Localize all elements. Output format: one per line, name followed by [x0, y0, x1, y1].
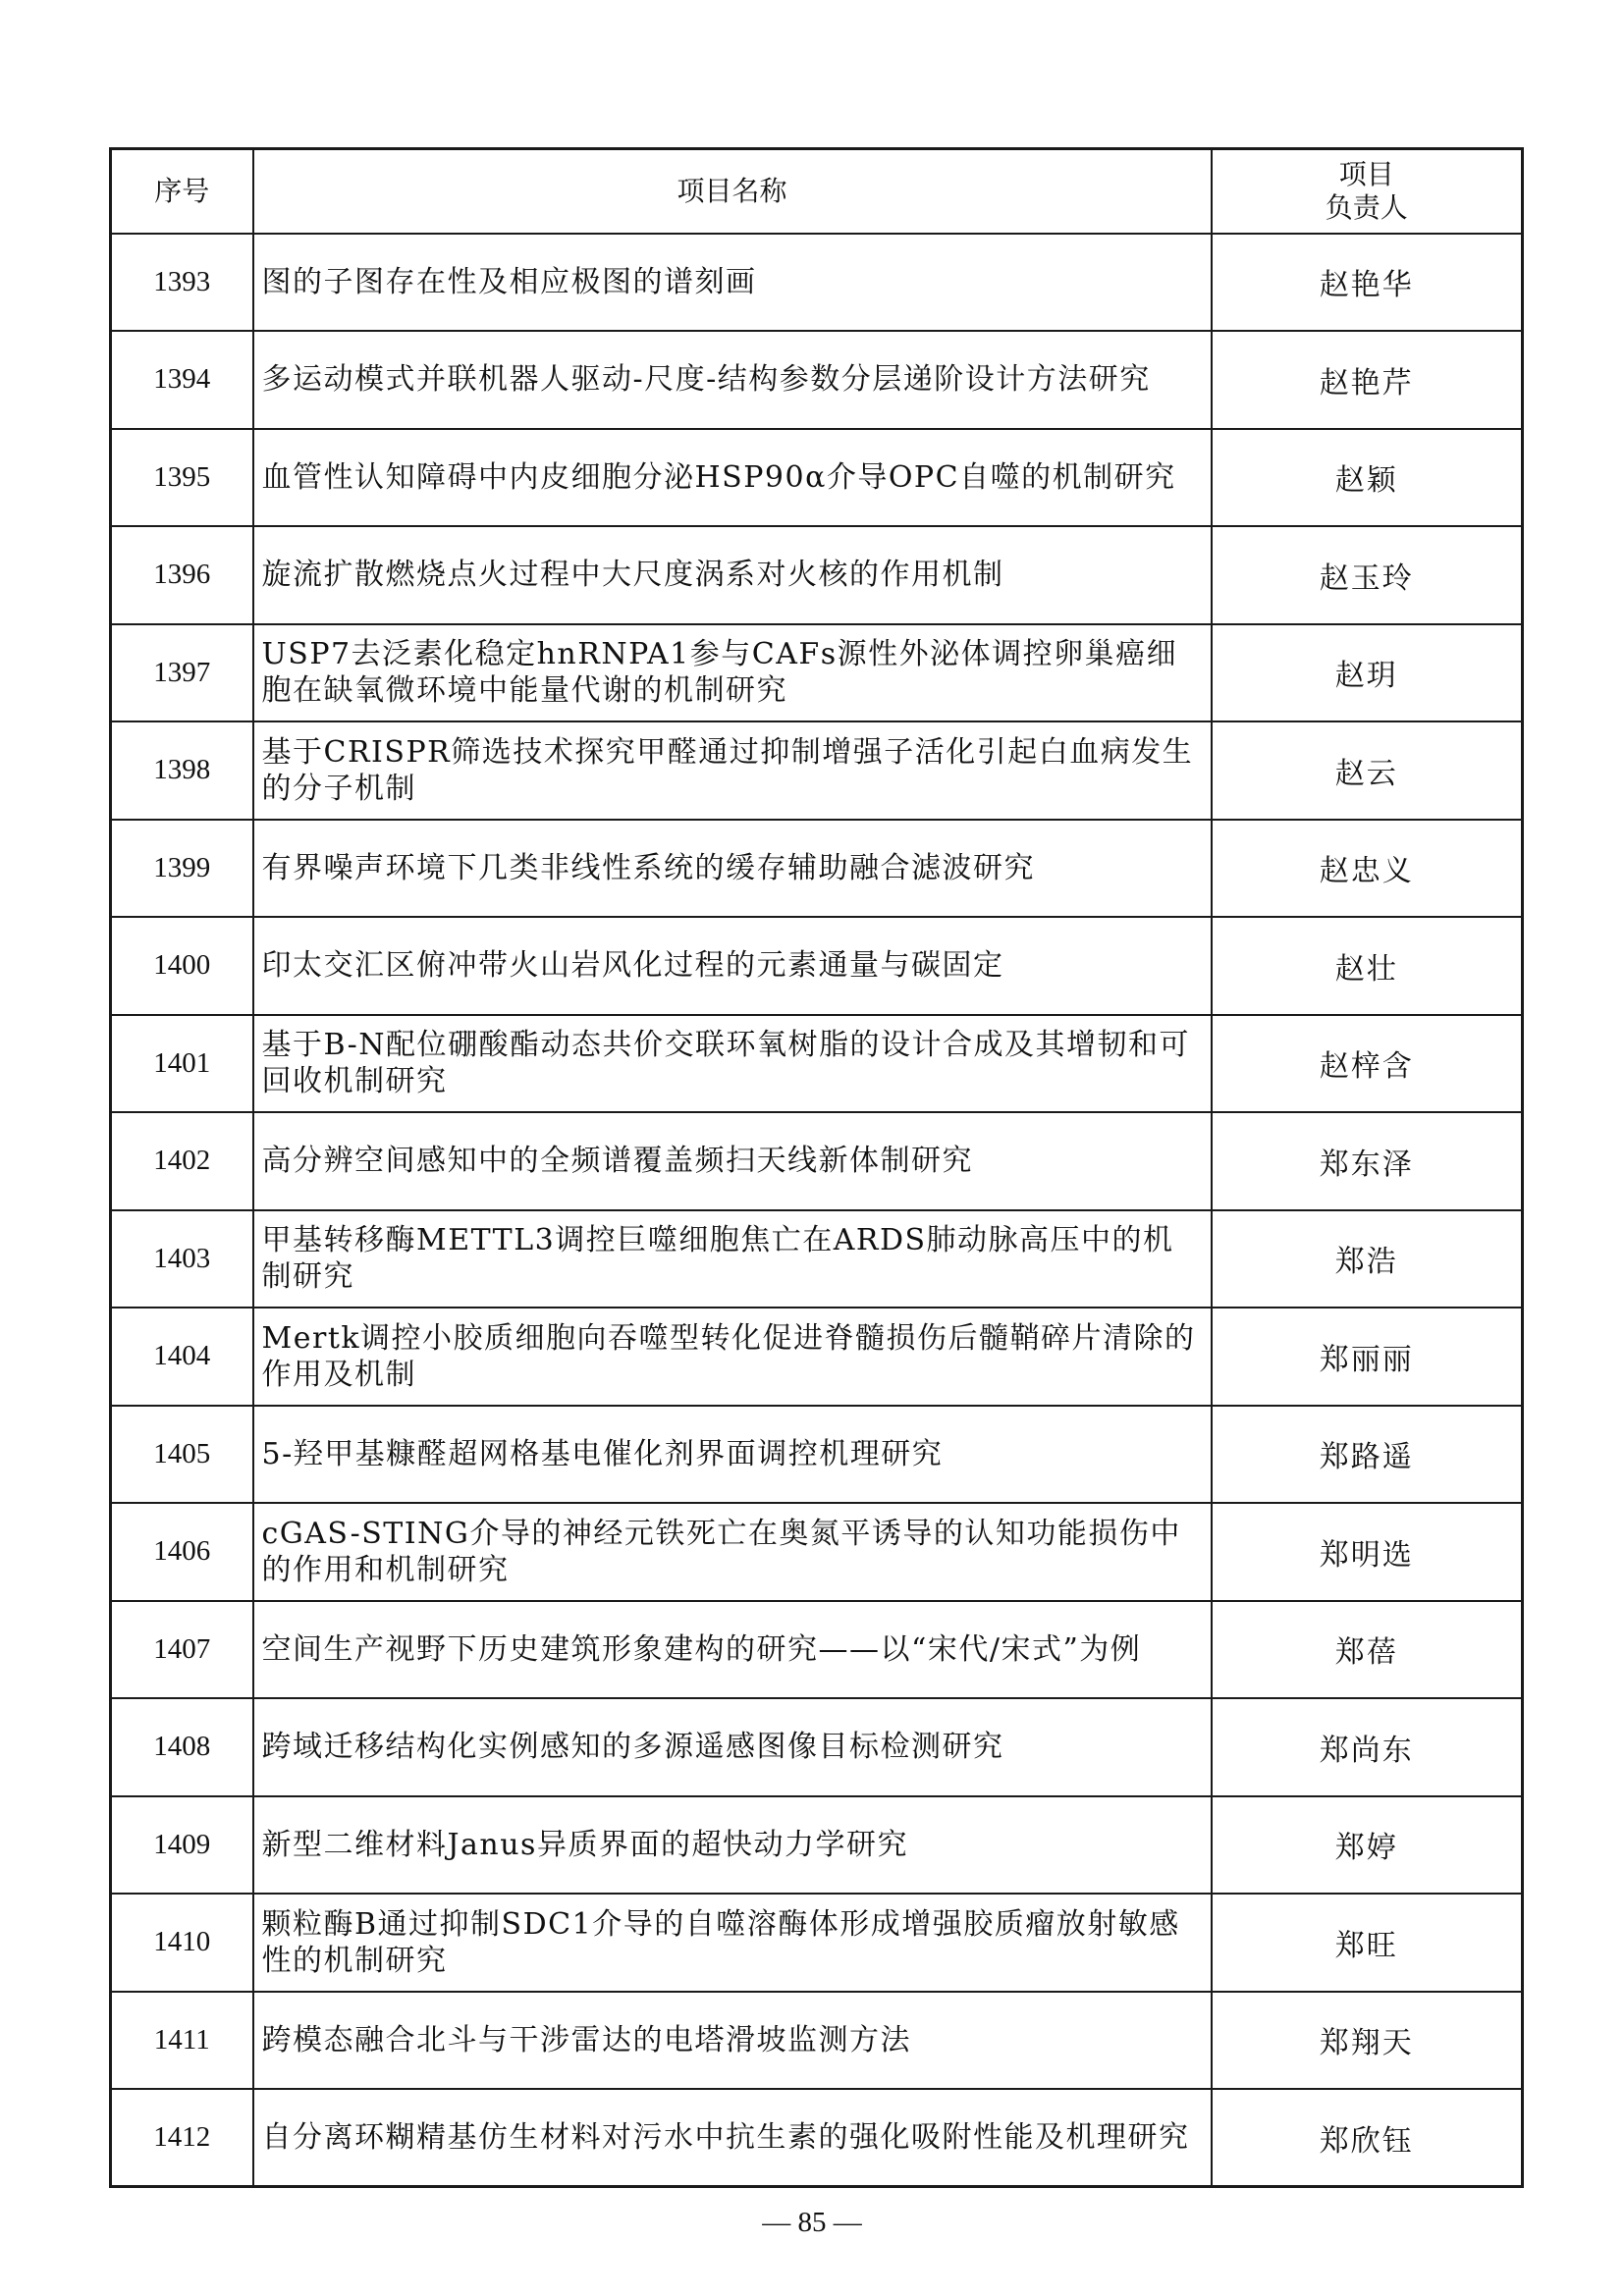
row-serial-number: 1402: [111, 1112, 253, 1210]
row-project-lead: 郑东泽: [1212, 1112, 1523, 1210]
row-project-name: 血管性认知障碍中内皮细胞分泌HSP90α介导OPC自噬的机制研究: [253, 429, 1212, 527]
row-project-lead: 赵玥: [1212, 624, 1523, 722]
row-project-name: 自分离环糊精基仿生材料对污水中抗生素的强化吸附性能及机理研究: [253, 2089, 1212, 2187]
row-project-lead: 郑路遥: [1212, 1406, 1523, 1504]
row-project-lead: 郑翔天: [1212, 1992, 1523, 2090]
row-serial-number: 1400: [111, 917, 253, 1015]
header-project-lead-line1: 项目: [1338, 157, 1394, 190]
row-serial-number: 1410: [111, 1894, 253, 1992]
row-serial-number: 1407: [111, 1601, 253, 1699]
header-serial-number: 序号: [111, 149, 253, 234]
table-row: [111, 429, 1523, 527]
row-serial-number: 1404: [111, 1308, 253, 1406]
row-project-name: 基于CRISPR筛选技术探究甲醛通过抑制增强子活化引起白血病发生的分子机制: [253, 721, 1212, 820]
header-project-lead: [1212, 149, 1523, 234]
table-row: [111, 1698, 1523, 1796]
row-project-name: USP7去泛素化稳定hnRNPA1参与CAFs源性外泌体调控卵巢癌细胞在缺氧微环境中能量代谢的机制研究: [253, 624, 1212, 722]
row-project-name: 有界噪声环境下几类非线性系统的缓存辅助融合滤波研究: [253, 820, 1212, 918]
row-project-name: cGAS-STING介导的神经元铁死亡在奥氮平诱导的认知功能损伤中的作用和机制研究: [253, 1503, 1212, 1601]
table-body: [111, 234, 1523, 2187]
row-project-lead: 赵云: [1212, 721, 1523, 820]
row-project-lead: 郑旺: [1212, 1894, 1523, 1992]
row-project-lead: 赵颖: [1212, 429, 1523, 527]
row-project-lead: 赵壮: [1212, 917, 1523, 1015]
row-serial-number: 1403: [111, 1210, 253, 1308]
table-row: [111, 331, 1523, 429]
row-project-lead: 郑欣钰: [1212, 2089, 1523, 2187]
row-serial-number: 1409: [111, 1796, 253, 1895]
table-row: [111, 917, 1523, 1015]
row-serial-number: 1411: [111, 1992, 253, 2090]
header-project-lead-line2: 负责人: [1325, 190, 1408, 224]
row-project-name: 颗粒酶B通过抑制SDC1介导的自噬溶酶体形成增强胶质瘤放射敏感性的机制研究: [253, 1894, 1212, 1992]
table-row: [111, 1112, 1523, 1210]
row-project-lead: 郑尚东: [1212, 1698, 1523, 1796]
table-row: [111, 721, 1523, 820]
table-row: [111, 2089, 1523, 2187]
header-project-name: 项目名称: [253, 149, 1212, 234]
row-serial-number: 1401: [111, 1015, 253, 1113]
row-project-lead: 郑蓓: [1212, 1601, 1523, 1699]
row-project-name: 多运动模式并联机器人驱动-尺度-结构参数分层递阶设计方法研究: [253, 331, 1212, 429]
table-row: [111, 1796, 1523, 1895]
row-project-name: 图的子图存在性及相应极图的谱刻画: [253, 234, 1212, 332]
table-row: [111, 234, 1523, 332]
row-project-lead: 赵艳华: [1212, 234, 1523, 332]
row-project-name: 旋流扩散燃烧点火过程中大尺度涡系对火核的作用机制: [253, 526, 1212, 624]
table-row: [111, 820, 1523, 918]
row-project-name: 高分辨空间感知中的全频谱覆盖频扫天线新体制研究: [253, 1112, 1212, 1210]
row-serial-number: 1396: [111, 526, 253, 624]
row-project-lead: 赵玉玲: [1212, 526, 1523, 624]
row-project-name: 跨模态融合北斗与干涉雷达的电塔滑坡监测方法: [253, 1992, 1212, 2090]
row-project-lead: 赵艳芹: [1212, 331, 1523, 429]
row-project-name: 基于B-N配位硼酸酯动态共价交联环氧树脂的设计合成及其增韧和可回收机制研究: [253, 1015, 1212, 1113]
row-project-name: 跨域迁移结构化实例感知的多源遥感图像目标检测研究: [253, 1698, 1212, 1796]
row-serial-number: 1398: [111, 721, 253, 820]
table-row: [111, 1992, 1523, 2090]
table-row: [111, 1503, 1523, 1601]
row-serial-number: 1405: [111, 1406, 253, 1504]
table-row: [111, 1308, 1523, 1406]
row-project-lead: 赵梓含: [1212, 1015, 1523, 1113]
row-project-lead: 赵忠义: [1212, 820, 1523, 918]
row-project-lead: 郑婷: [1212, 1796, 1523, 1895]
row-project-name: Mertk调控小胶质细胞向吞噬型转化促进脊髓损伤后髓鞘碎片清除的作用及机制: [253, 1308, 1212, 1406]
row-serial-number: 1412: [111, 2089, 253, 2187]
table-row: [111, 526, 1523, 624]
row-project-name: 5-羟甲基糠醛超网格基电催化剂界面调控机理研究: [253, 1406, 1212, 1504]
row-serial-number: 1397: [111, 624, 253, 722]
row-project-name: 印太交汇区俯冲带火山岩风化过程的元素通量与碳固定: [253, 917, 1212, 1015]
table-row: [111, 1601, 1523, 1699]
row-serial-number: 1393: [111, 234, 253, 332]
table-row: [111, 1894, 1523, 1992]
table-row: [111, 1015, 1523, 1113]
page-number: — 85 —: [762, 2207, 862, 2238]
table-row: [111, 624, 1523, 722]
table-row: [111, 1406, 1523, 1504]
row-project-lead: 郑浩: [1212, 1210, 1523, 1308]
table-header-row: [111, 149, 1523, 234]
row-serial-number: 1399: [111, 820, 253, 918]
row-project-name: 新型二维材料Janus异质界面的超快动力学研究: [253, 1796, 1212, 1895]
project-table: [109, 147, 1524, 2188]
row-project-name: 空间生产视野下历史建筑形象建构的研究——以“宋代/宋式”为例: [253, 1601, 1212, 1699]
row-serial-number: 1406: [111, 1503, 253, 1601]
row-serial-number: 1395: [111, 429, 253, 527]
row-serial-number: 1408: [111, 1698, 253, 1796]
row-project-lead: 郑明选: [1212, 1503, 1523, 1601]
row-project-lead: 郑丽丽: [1212, 1308, 1523, 1406]
row-project-name: 甲基转移酶METTL3调控巨噬细胞焦亡在ARDS肺动脉高压中的机制研究: [253, 1210, 1212, 1308]
table-row: [111, 1210, 1523, 1308]
row-serial-number: 1394: [111, 331, 253, 429]
